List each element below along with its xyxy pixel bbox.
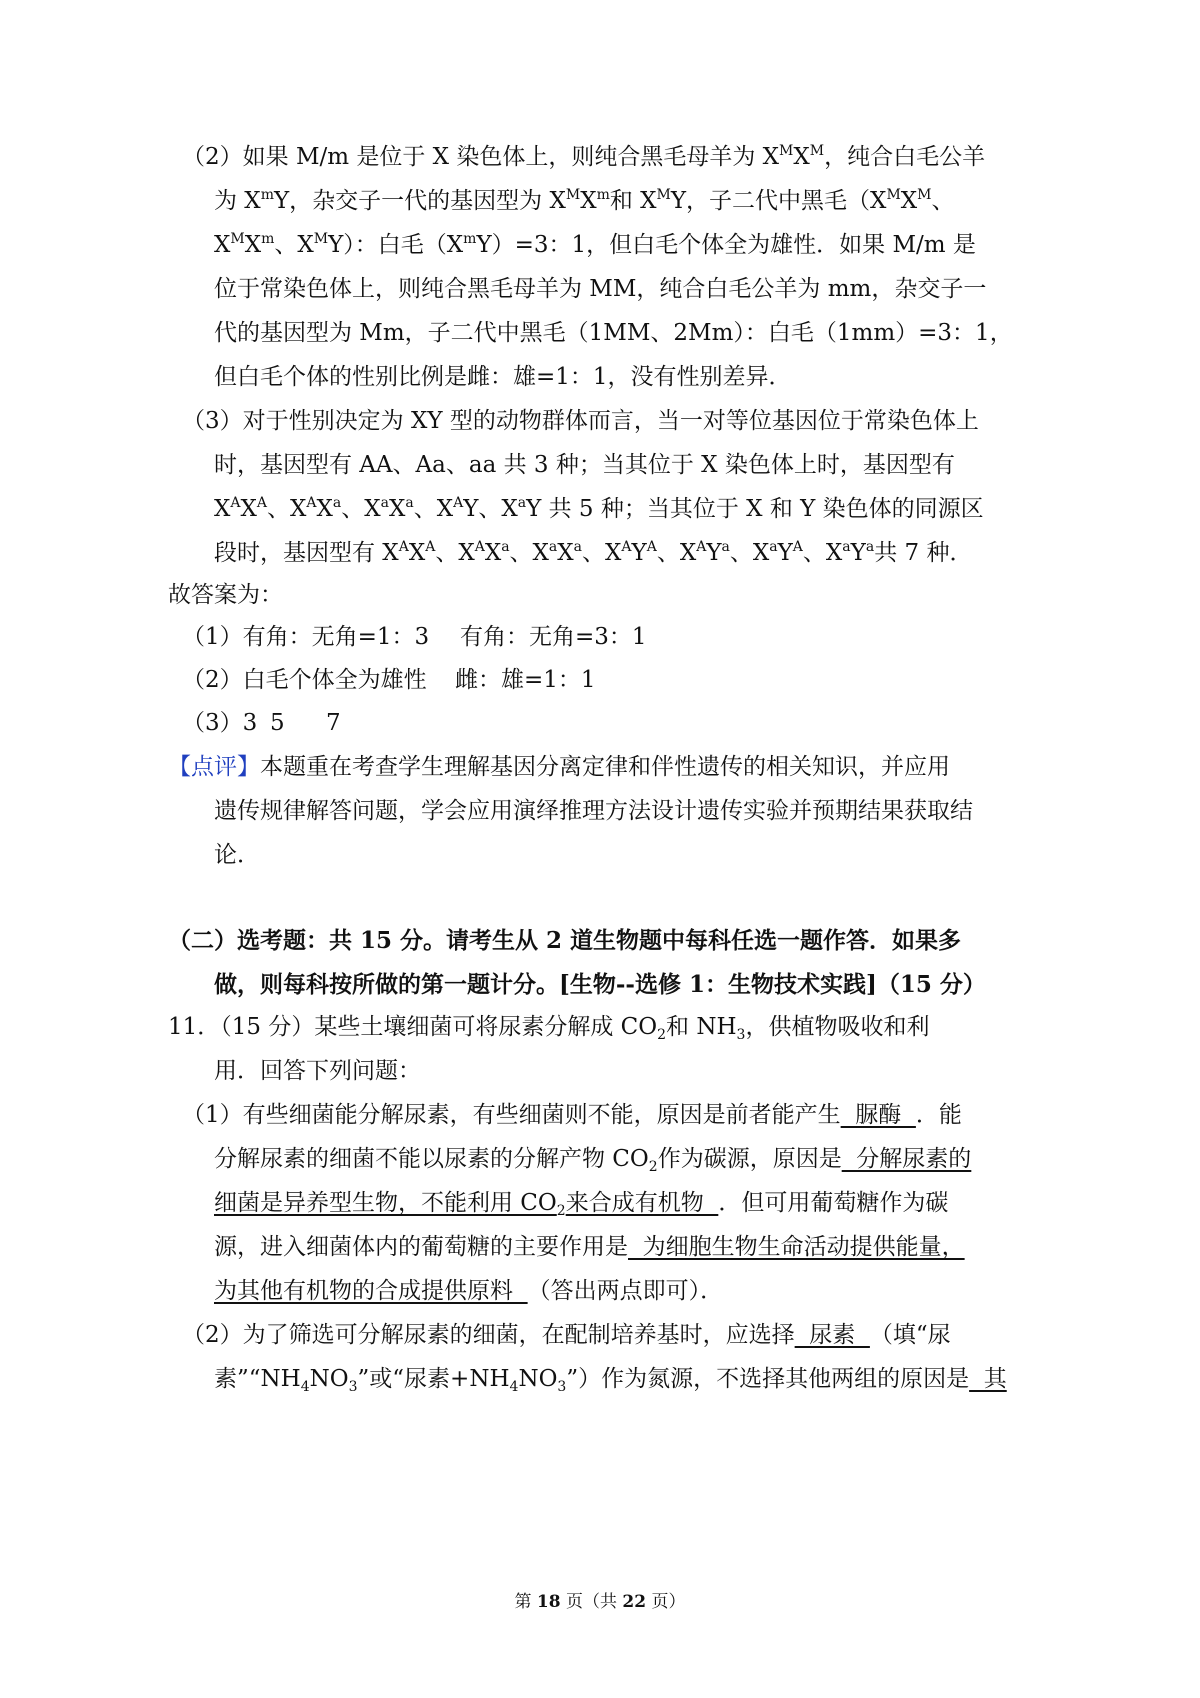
answer-blank: 为其他有机物的合成提供原料: [214, 1278, 528, 1304]
answer-blank: 其: [969, 1366, 1007, 1392]
answer-3c: 7: [326, 710, 341, 736]
q11-stem-line1: 11．（15 分）某些土壤细菌可将尿素分解成 $CO_2$和 $NH_3$，供植物吸收和利: [168, 1014, 930, 1043]
q10-p2-line6: 但白毛个体的性别比例是雌：雄=1：1，没有性别差异．: [214, 364, 792, 390]
q10-p3-line2: 时，基因型有 AA、Aa、aa 共 3 种；当其位于 X 染色体上时，基因型有: [214, 452, 955, 478]
q10-p2-line3: $X^MX^m$、$X^MY$）：白毛$(X^mY)=3$：1，但白毛个体全为雄性．如果 M/m 是: [214, 231, 976, 258]
q11-p1-line1: （1）有些细菌能分解尿素，有些细菌则不能，原因是前者能产生 脲酶 ．能: [182, 1102, 962, 1128]
comment-line3: 论．: [214, 842, 260, 868]
q11-p1-line5: 为其他有机物的合成提供原料 （答出两点即可）．: [214, 1278, 724, 1304]
answer-2a: （2）白毛个体全为雄性: [182, 667, 427, 693]
answer-blank: 尿素: [794, 1322, 870, 1348]
q11-p1-line4: 源，进入细菌体内的葡萄糖的主要作用是 为细胞生物生命活动提供能量，: [214, 1234, 965, 1260]
q11-p2-line1: （2）为了筛选可分解尿素的细菌，在配制培养基时，应选择 尿素 （填“尿: [182, 1322, 951, 1348]
q10-p2-line2: 为 $X^mY$，杂交子一代的基因型为 $X^MX^m$和 $X^MY$，子二代中黑毛（$X^MX^M$、: [214, 187, 955, 214]
answer-3b: 5: [270, 710, 285, 736]
comment-line1: 【点评】本题重在考查学生理解基因分离定律和伴性遗传的相关知识，并应用: [168, 754, 950, 780]
answer-3a: （3）3: [182, 710, 258, 736]
comment-line2: 遗传规律解答问题，学会应用演绎推理方法设计遗传实验并预期结果获取结: [214, 798, 973, 824]
answer-heading: 故答案为：: [168, 582, 283, 608]
q11-p1-line3: 细菌是异养型生物，不能利用 $CO_2$来合成有机物 ．但可用葡萄糖作为碳: [214, 1190, 949, 1219]
answer-blank: 细菌是异养型生物，不能利用 $CO_2$来合成有机物: [214, 1190, 719, 1219]
q10-p2-line1: （2）如果 M/m 是位于 X 染色体上，则纯合黑毛母羊为 $X^MX^M$，纯合白毛公羊: [182, 143, 986, 170]
page-number: 18: [536, 1592, 561, 1612]
page-total: 22: [622, 1592, 647, 1612]
answer-1a: （1）有角：无角=1：3: [182, 624, 430, 650]
q10-p3-line4: 段时，基因型有 $X^AX^A$、$X^AX^a$、$X^aX^a$、$X^AY^A$、$X^AY^a$、$X^aY^A$、$X^aY^a$共 7 种．: [214, 539, 973, 566]
q10-p2-line5: 代的基因型为 Mm，子二代中黑毛（1MM、2Mm）：白毛（1mm）=3：1，: [214, 320, 1013, 346]
page-footer: 第 18 页（共 22 页）: [514, 1592, 686, 1612]
section-heading-line1: （二）选考题：共 15 分。请考生从 2 道生物题中每科任选一题作答．如果多: [168, 927, 962, 954]
answer-2b: 雌：雄=1：1: [455, 667, 596, 693]
q11-stem-line2: 用．回答下列问题：: [214, 1058, 421, 1084]
q10-p3-line1: （3）对于性别决定为 XY 型的动物群体而言，当一对等位基因位于常染色体上: [182, 408, 979, 434]
answer-blank: 分解尿素的: [841, 1146, 972, 1172]
comment-tag: 【点评】: [168, 754, 260, 780]
q11-p2-line2: 素$”“NH_4NO_3$”或“尿素$+NH_4NO_3$”）作为氮源，不选择其他两组的原因是 其: [214, 1366, 1007, 1395]
q10-p3-line3: $X^AX^A$、$X^AX^a$、$X^aX^a$、$X^AY$、$X^aY$ 共 5 种；当其位于 X 和 Y 染色体的同源区: [214, 495, 984, 522]
q10-p2-line4: 位于常染色体上，则纯合黑毛母羊为 MM，纯合白毛公羊为 mm，杂交子一: [214, 276, 987, 302]
answer-blank: 为细胞生物生命活动提供能量，: [628, 1234, 965, 1260]
answer-1b: 有角：无角=3：1: [460, 624, 647, 650]
section-heading-line2: 做，则每科按所做的第一题计分。[生物--选修 1：生物技术实践]（15 分）: [214, 971, 986, 998]
q11-p1-line2: 分解尿素的细菌不能以尿素的分解产物 $CO_2$作为碳源，原因是 分解尿素的: [214, 1146, 972, 1175]
answer-blank: 脲酶: [840, 1102, 916, 1128]
